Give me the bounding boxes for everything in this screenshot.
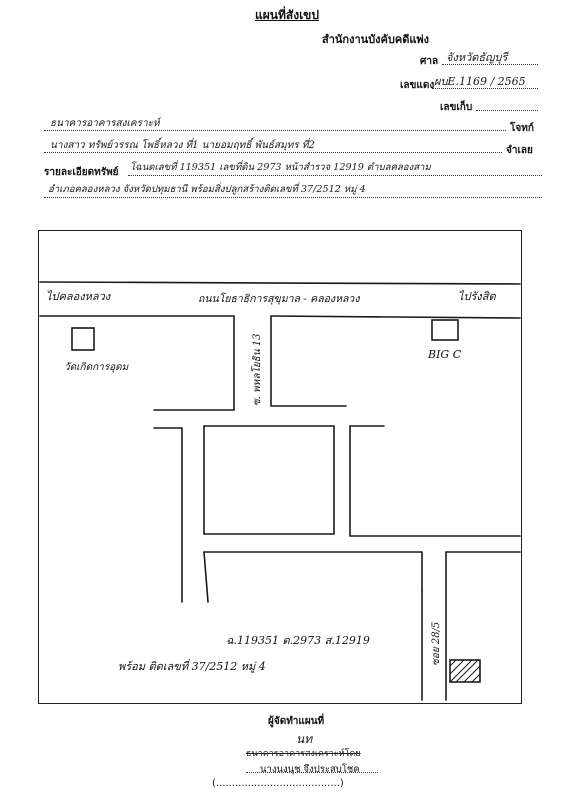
name-dotline — [246, 772, 378, 773]
case-no-label: เลขแดง — [400, 80, 435, 91]
right-direction: ไปรังสิต — [457, 289, 496, 303]
property-line-1: โฉนดเลขที่ 119351 เลขที่ดิน 2973 หน้าสำรวจ 12919 ตำบลคลองสาม — [130, 162, 431, 173]
road-edge-lower-left — [154, 428, 182, 602]
road-edge-soi-left-side — [271, 316, 346, 406]
property-label: รายละเอียดทรัพย์ — [44, 167, 119, 178]
case-no-dotline — [432, 88, 538, 89]
left-direction: ไปคลองหลวง — [45, 289, 110, 303]
right-block-edge — [350, 426, 520, 536]
temple-marker — [72, 328, 94, 350]
store-no-label: เลขเก็บ — [440, 102, 473, 113]
case-no-value: ผบE.1169 / 2565 — [434, 75, 526, 88]
defendant-label: จำเลย — [506, 145, 533, 156]
org-line: ธนาคารอาคารสงเคราะห์โดย — [246, 749, 361, 759]
maker-signature: นท — [296, 732, 313, 746]
temple-label: วัดเกิดการอุดม — [63, 361, 128, 373]
deed-note: ฉ.119351 ด.2973 ส.12919 — [225, 633, 370, 647]
property-line-2: อำเภอคลองหลวง จังหวัดปทุมธานี พร้อมสิ่งปลูกสร้างติดเลขที่ 37/2512 หมู่ 4 — [48, 184, 366, 195]
sketch-map — [38, 230, 522, 704]
main-road-top-edge — [40, 282, 520, 284]
maker-name: นางนงนุช จึงประสบโชค — [260, 764, 360, 775]
paren-line: (.......................................) — [212, 778, 344, 789]
store-label: BIG C — [427, 347, 461, 361]
lower-block-top-edge — [204, 552, 422, 590]
court-value: จังหวัดธัญบุรี — [446, 51, 508, 64]
house-note: พร้อม ติดเลขที่ 37/2512 หมู่ 4 — [117, 659, 266, 673]
property-dotline-1 — [128, 175, 542, 176]
maker-label: ผู้จัดทำแผนที่ — [268, 716, 325, 727]
soi-left-label: ซ. พหลโยธิน 13 — [251, 332, 263, 406]
defendant-dotline — [44, 152, 502, 153]
store-no-dotline — [476, 110, 538, 111]
court-dotline — [442, 64, 538, 65]
center-block — [204, 426, 334, 534]
soi-right-label: ซอย 28/5 — [430, 621, 442, 666]
main-road-name: ถนนโยธาธิการสุขุมาล - คลองหลวง — [197, 292, 359, 305]
road-edge-upper-right — [271, 316, 520, 318]
plaintiff-value: ธนาคารอาคารสงเคราะห์ — [50, 118, 160, 129]
court-label: ศาล — [420, 56, 439, 67]
property-dotline-2 — [44, 197, 542, 198]
map-frame — [38, 230, 522, 704]
bigc-marker — [432, 320, 458, 340]
office-name: สำนักงานบังคับคดีแพ่ง — [322, 33, 430, 46]
plaintiff-label: โจทก์ — [510, 123, 534, 134]
property-hatch — [450, 660, 480, 682]
lower-road-left-edge — [204, 552, 208, 602]
plaintiff-dotline — [44, 130, 506, 131]
defendant-value: นางสาว ทรัพย์วรรณ โพธิ์หลวง ที่1 นายอมฤทธิ์ พันธ์สมุทร ที่2 — [50, 140, 315, 151]
document-title: แผนที่สังเขป — [255, 8, 319, 22]
